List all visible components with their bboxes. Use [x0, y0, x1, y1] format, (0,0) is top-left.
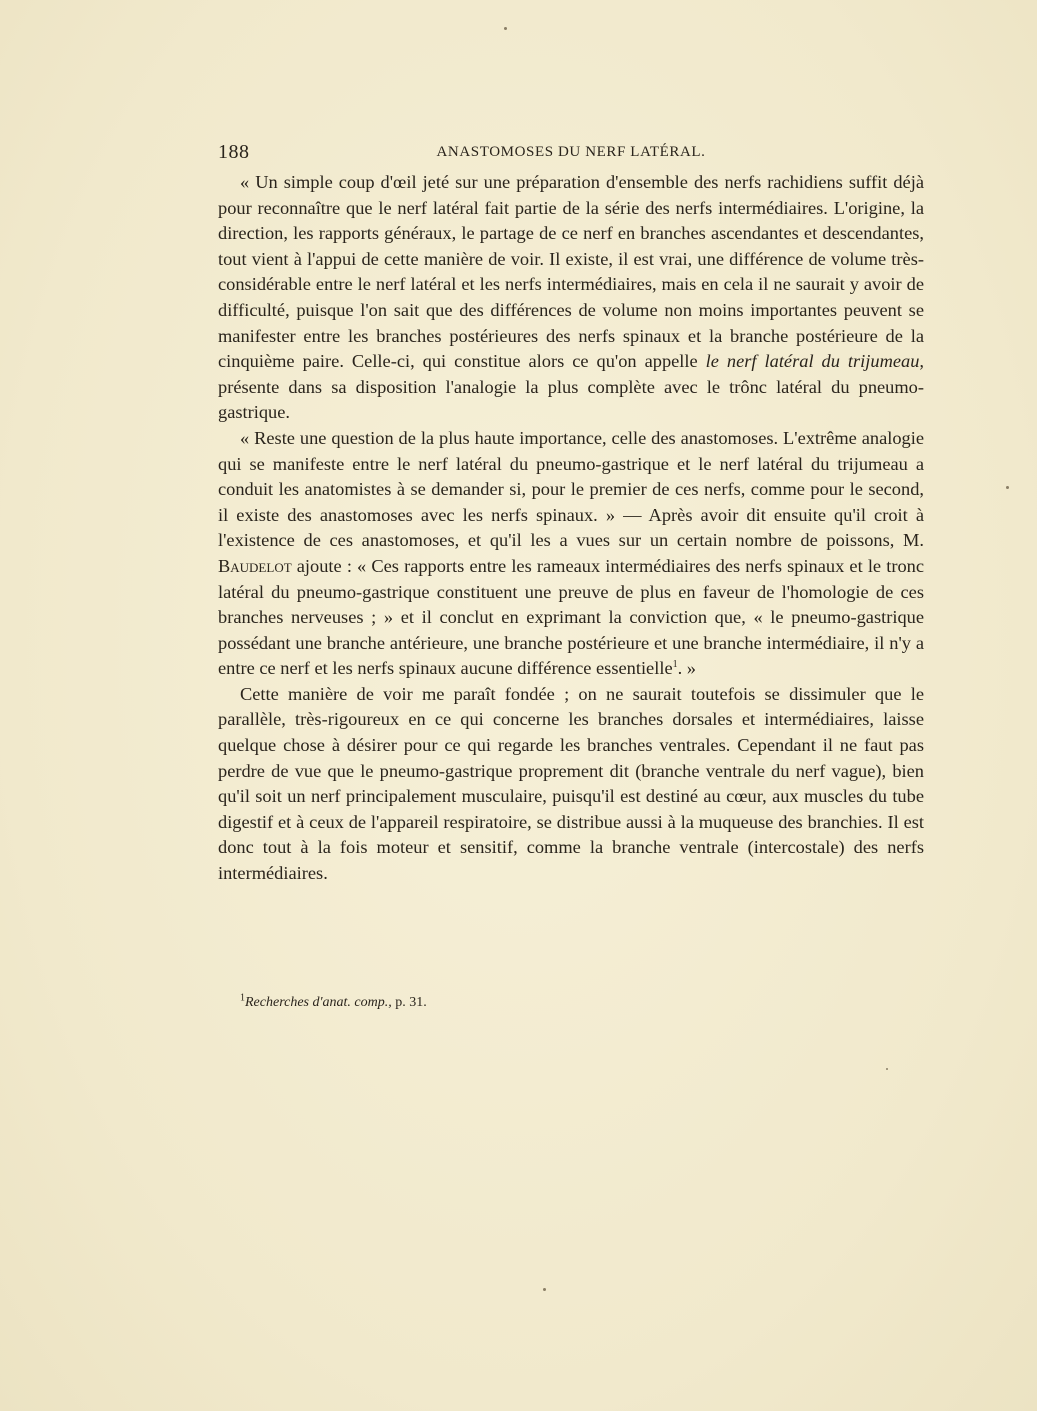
paragraph-1	[218, 170, 924, 426]
body-text	[218, 170, 924, 887]
paper-speck	[886, 1068, 888, 1070]
paragraph-3	[218, 682, 924, 887]
footnote-page: p. 31.	[391, 995, 427, 1010]
running-title: ANASTOMOSES DU NERF LATÉRAL.	[436, 144, 706, 160]
paragraph-2	[218, 426, 924, 682]
paper-speck	[1006, 486, 1009, 489]
paper-speck	[504, 27, 507, 30]
footnote	[240, 994, 427, 1012]
paragraph-2-text-end: . »	[677, 658, 696, 679]
paragraph-3-text: Cette manière de voir me paraît fondée ; on ne saurait toutefois se dissimuler que le parallèle, très-rigoureux en ce qui concerne les branches dorsales et intermédiaires, laisse quelque chose à désirer pour ce qui regarde les branches ventrales. Cependant il ne faut pas perdre de vue que le pneumo-gastrique proprement dit (branche ventrale du nerf vague), bien qu'il soit un nerf principalement musculaire, puisqu'il est destiné au cœur, aux muscles du tube digestif et à ceux de l'appareil respiratoire, se distribue aussi à la muqueuse des branchies. Il est donc tout à la fois moteur et sensitif, comme la branche ventrale (intercostale) des nerfs intermédiaires.	[218, 683, 924, 884]
footnote-marker: 1	[240, 992, 245, 1004]
paragraph-2-text-mid: ajoute : « Ces rapports entre les rameaux intermédiaires des nerfs spinaux et le tronc latéral du pneumo-gastrique constituent une preuve de plus en faveur de l'homologie de ces branches nerveuses ; » et il conclut en exprimant la conviction que, « le pneumo-gastrique possédant une branche antérieure, une branche postérieure et une branche intermédiaire, il n'y a entre ce nerf et les nerfs spinaux aucune différence essentielle	[218, 555, 924, 679]
paragraph-2-text: « Reste une question de la plus haute importance, celle des anastomoses. L'extrême analogie qui se manifeste entre le nerf latéral du pneumo-gastrique et le nerf latéral du trijumeau a conduit les anatomistes à se demander si, pour le premier de ces nerfs, comme pour le second, il existe des anastomoses avec les nerfs spinaux. » — Après avoir dit ensuite qu'il croit à l'existence de ces anastomoses, et qu'il les a vues sur un certain nombre de poissons, M.	[218, 427, 924, 551]
paragraph-1-text: « Un simple coup d'œil jeté sur une préparation d'ensemble des nerfs rachidiens suffit déjà pour reconnaître que le nerf latéral fait partie de la série des nerfs intermédiaires. L'origine, la direction, les rapports généraux, le partage de ce nerf en branches ascendantes et descendantes, tout vient à l'appui de cette manière de voir. Il existe, il est vrai, une différence de volume très-considérable entre le nerf latéral et les nerfs intermédiaires, mais en cela il ne saurait y avoir de difficulté, puisque l'on sait que des différences de volume non moins importantes peuvent se manifester entre les branches postérieures des nerfs spinaux et la branche postérieure de la cinquième paire. Celle-ci, qui constitue alors ce qu'on appelle	[218, 172, 924, 372]
paper-speck	[543, 1288, 546, 1291]
author-name: Baudelot	[218, 555, 292, 576]
paragraph-1-italic: le nerf latéral du trijumeau,	[705, 351, 924, 372]
page-header	[218, 141, 924, 165]
paragraph-1-text-end: présente dans sa disposition l'analogie la plus complète avec le trônc latéral du pneumo-gastrique.	[218, 376, 924, 423]
page-number: 188	[218, 141, 250, 163]
footnote-source: Recherches d'anat. comp.,	[245, 995, 392, 1010]
footnote-reference[interactable]: 1	[672, 659, 678, 671]
